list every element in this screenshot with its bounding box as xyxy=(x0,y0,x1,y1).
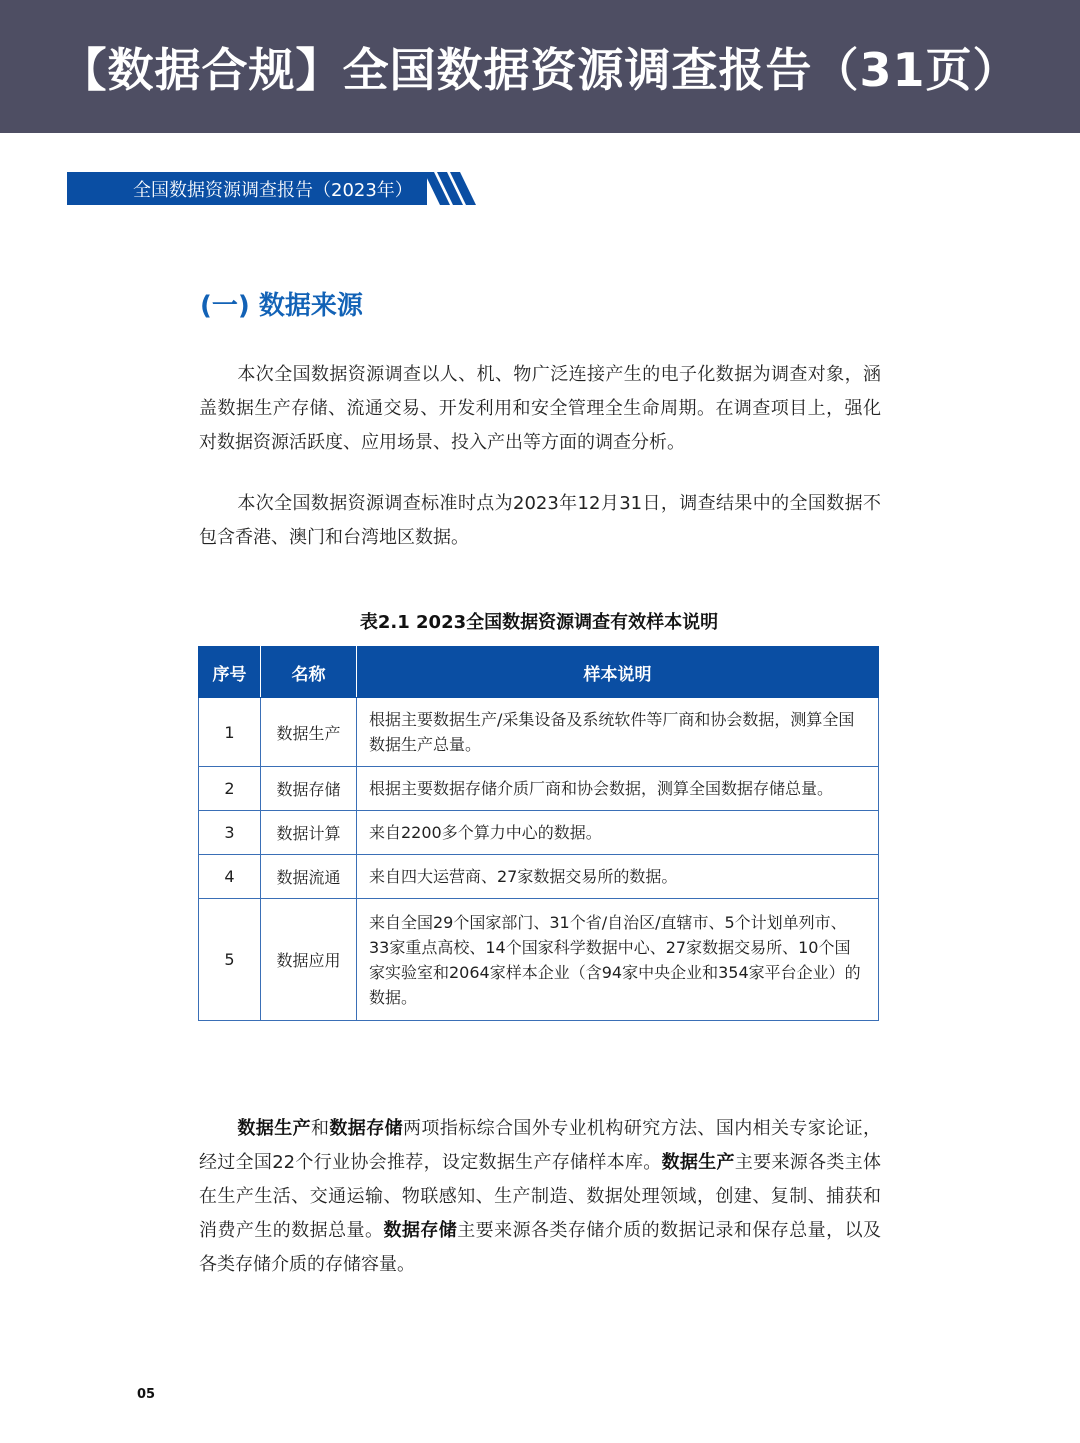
row-desc: 来自全国29个国家部门、31个省/自治区/直辖市、5个计划单列市、33家重点高校、14个国家科学数据中心、27家数据交易所、10个国家实验室和2064家样本企业（含94家中央企业和354家平台企业）的数据。 xyxy=(357,899,879,1021)
header-name: 名称 xyxy=(261,647,357,698)
row-name: 数据存储 xyxy=(261,767,357,811)
methodology-text-3: 主要来源各类主体在生产生活、交通运输、物联感知、生产制造、数据处理领域，创建、复制、捕获和消费产生的数据总量。 xyxy=(199,1152,882,1241)
row-name: 数据应用 xyxy=(261,899,357,1021)
row-desc: 来自2200多个算力中心的数据。 xyxy=(357,811,879,855)
page-number: 05 xyxy=(137,1387,156,1402)
keyword-storage: 数据存储 xyxy=(329,1118,404,1139)
row-name: 数据计算 xyxy=(261,811,357,855)
row-no: 1 xyxy=(199,698,261,767)
row-desc: 来自四大运营商、27家数据交易所的数据。 xyxy=(357,855,879,899)
top-banner xyxy=(0,0,1080,133)
header-no: 序号 xyxy=(199,647,261,698)
table-row xyxy=(199,855,879,899)
row-no: 3 xyxy=(199,811,261,855)
keyword-production-2: 数据生产 xyxy=(661,1152,735,1173)
row-desc: 根据主要数据生产/采集设备及系统软件等厂商和协会数据，测算全国数据生产总量。 xyxy=(357,698,879,767)
paragraph-intro-text: 本次全国数据资源调查以人、机、物广泛连接产生的电子化数据为调查对象，涵盖数据生产存储、流通交易、开发利用和安全管理全生命周期。在调查项目上，强化对数据资源活跃度、应用场景、投入产出等方面的调查分析。 xyxy=(199,364,881,453)
paragraph-time-point-text: 本次全国数据资源调查标准时点为2023年12月31日，调查结果中的全国数据不包含香港、澳门和台湾地区数据。 xyxy=(199,493,881,548)
table-caption: 表2.1 2023全国数据资源调查有效样本说明 xyxy=(359,612,719,633)
slash-decoration-icon xyxy=(424,172,476,205)
table-row xyxy=(199,767,879,811)
header-desc: 样本说明 xyxy=(357,647,879,698)
keyword-production: 数据生产 xyxy=(237,1118,311,1139)
report-header-label: 全国数据资源调查报告（2023年） xyxy=(133,179,413,201)
table-row xyxy=(199,899,879,1021)
row-no: 4 xyxy=(199,855,261,899)
row-name: 数据生产 xyxy=(261,698,357,767)
report-header-bar xyxy=(67,172,427,205)
table-row xyxy=(199,698,879,767)
row-no: 5 xyxy=(199,899,261,1021)
methodology-text-4: 主要来源各类存储介质的数据记录和保存总量，以及各类存储介质的存储容量。 xyxy=(199,1220,882,1275)
methodology-text-1: 和 xyxy=(311,1118,330,1139)
section-title: (一) 数据来源 xyxy=(200,291,363,321)
methodology-text-2: 两项指标综合国外专业机构研究方法、国内相关专家论证，经过全国22个行业协会推荐，设定数据生产存储样本库。 xyxy=(199,1118,882,1173)
banner-title: 【数据合规】全国数据资源调查报告（31页） xyxy=(60,42,1020,97)
row-desc: 根据主要数据存储介质厂商和协会数据，测算全国数据存储总量。 xyxy=(357,767,879,811)
paragraph-methodology xyxy=(199,1112,881,1282)
row-name: 数据流通 xyxy=(261,855,357,899)
paragraph-time-point xyxy=(199,487,881,555)
table-row xyxy=(199,811,879,855)
row-no: 2 xyxy=(199,767,261,811)
paragraph-intro xyxy=(199,358,881,460)
sample-table xyxy=(198,646,879,1021)
keyword-storage-2: 数据存储 xyxy=(383,1220,458,1241)
table-header-row xyxy=(199,647,879,698)
